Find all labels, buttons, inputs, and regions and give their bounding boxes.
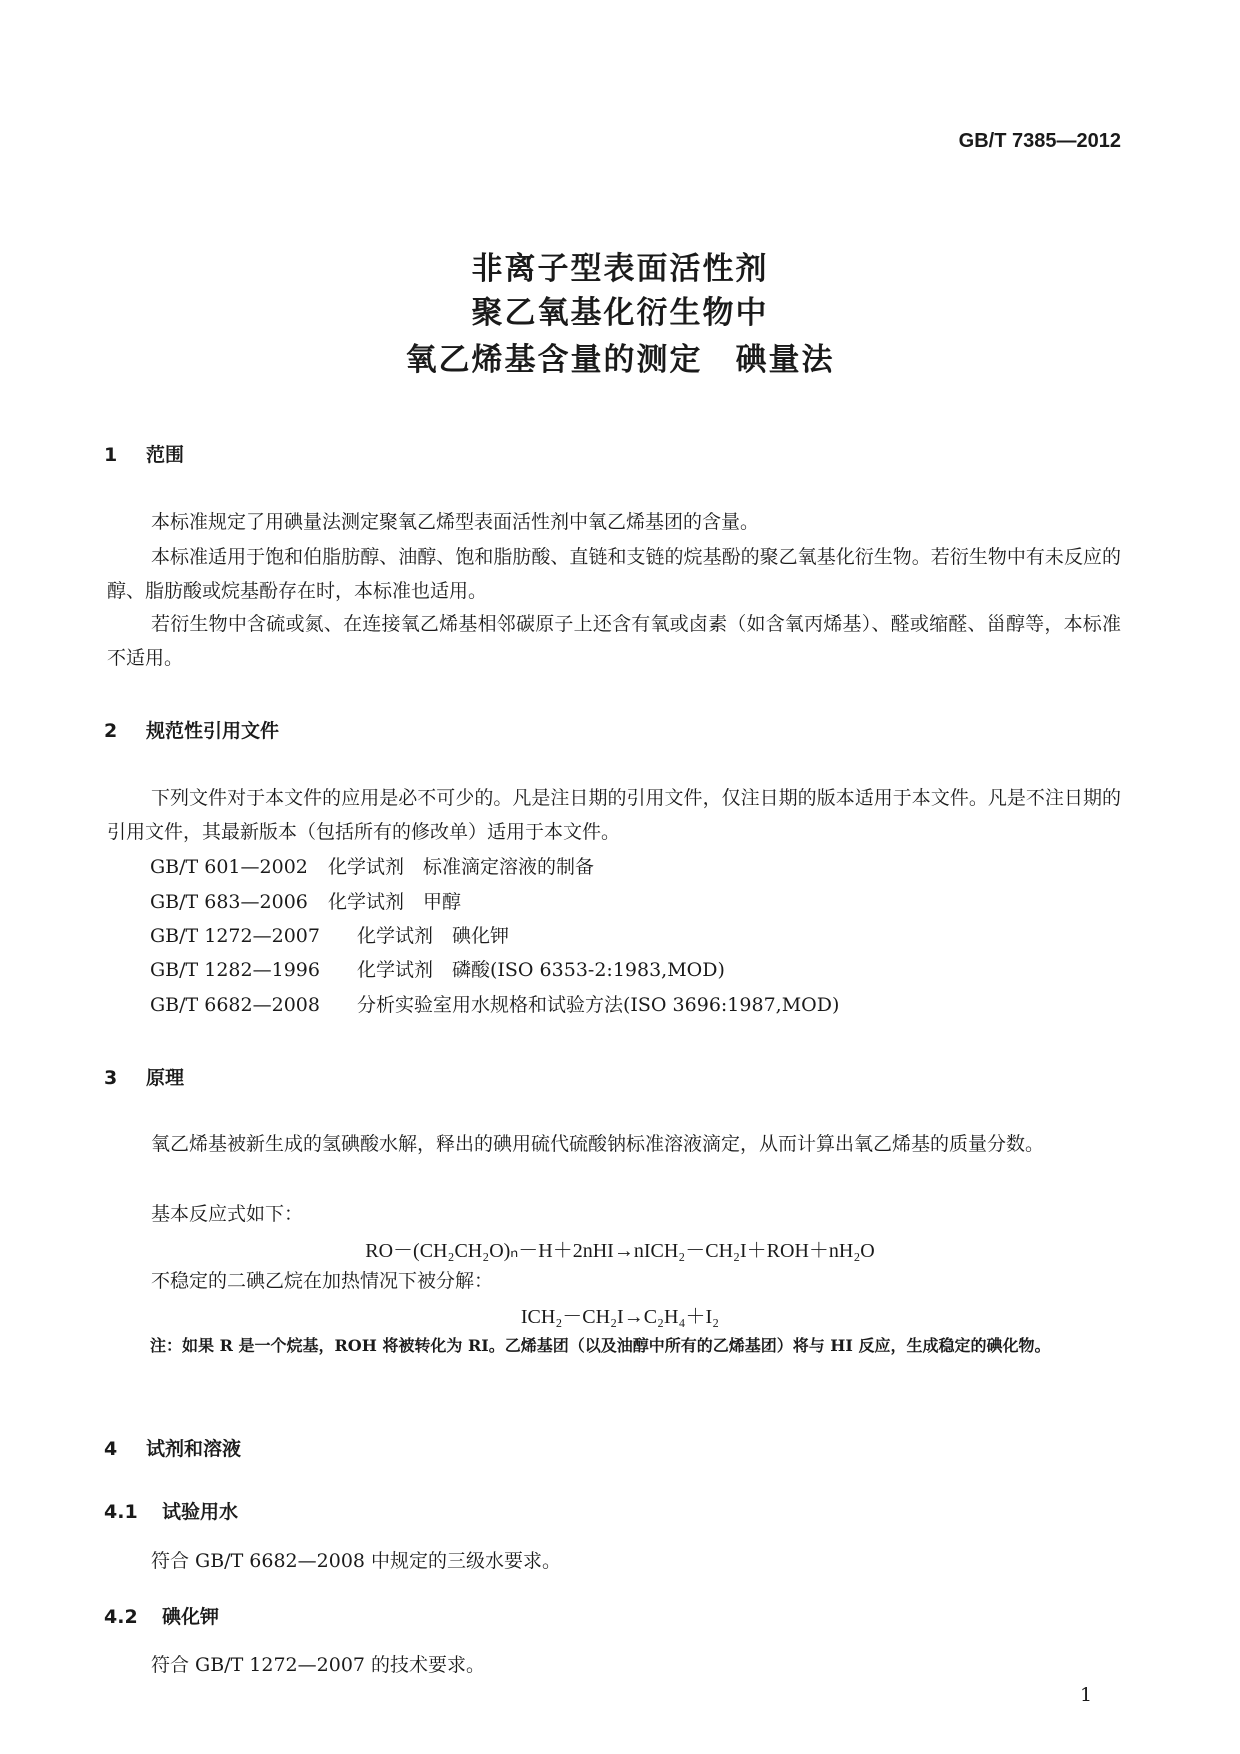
reference-item: [150, 885, 461, 919]
paragraph: 符合 GB/T 1272—2007 的技术要求。: [151, 1654, 486, 1676]
title-line-1: 非离子型表面活性剂: [471, 251, 769, 287]
paragraph: 符合 GB/T 6682—2008 中规定的三级水要求。: [151, 1550, 562, 1572]
standard-number: GB/T 7385—2012: [958, 130, 1121, 152]
reference-code: GB/T 1272—2007: [150, 925, 320, 947]
section-number: 4: [104, 1438, 118, 1460]
reaction-formula: RO－(CH₂CH₂O)ₙ－H＋2nHI→nICH₂－CH₂I＋ROH＋nH₂O: [365, 1240, 875, 1262]
title-line-3: 氧乙烯基含量的测定 碘量法: [405, 342, 835, 378]
subsection-title: 碘化钾: [162, 1606, 220, 1628]
reference-item: [150, 850, 594, 884]
section-number: 1: [104, 444, 118, 466]
reference-item: [150, 919, 509, 953]
reference-code: GB/T 683—2006: [150, 891, 308, 913]
subsection-number: 4.1: [104, 1501, 138, 1523]
note-label: 注：: [150, 1336, 183, 1355]
section-title: 规范性引用文件: [146, 720, 280, 742]
section-4-heading: [104, 1434, 241, 1461]
subsection-4-1-heading: [104, 1497, 238, 1524]
title-line-2: 聚乙氧基化衍生物中: [471, 295, 769, 331]
page-number: 1: [1080, 1684, 1093, 1706]
paragraph: 下列文件对于本文件的应用是必不可少的。凡是注日期的引用文件，仅注日期的版本适用于本文件。凡是不注日期的引用文件，其最新版本（包括所有的修改单）适用于本文件。: [107, 787, 1121, 843]
subsection-title: 试验用水: [162, 1501, 239, 1523]
paragraph: 氧乙烯基被新生成的氢碘酸水解，释出的碘用硫代硫酸钠标准溶液滴定，从而计算出氧乙烯基的质量分数。: [151, 1133, 1045, 1155]
section-title: 试剂和溶液: [146, 1438, 242, 1460]
reference-code: GB/T 1282—1996: [150, 959, 320, 981]
note: [150, 1330, 1125, 1361]
section-3-heading: [104, 1063, 184, 1090]
reference-item: [150, 953, 725, 987]
decomposition-formula: ICH₂－CH₂I→C₂H₄＋I₂: [520, 1306, 720, 1328]
section-number: 3: [104, 1067, 118, 1089]
paragraph: 基本反应式如下：: [151, 1203, 304, 1225]
subsection-number: 4.2: [104, 1606, 138, 1628]
paragraph: 本标准适用于饱和伯脂肪醇、油醇、饱和脂肪酸、直链和支链的烷基酚的聚乙氧基化衍生物。若衍生物中有未反应的醇、脂肪酸或烷基酚存在时，本标准也适用。: [107, 546, 1121, 602]
section-number: 2: [104, 720, 118, 742]
reference-code: GB/T 6682—2008: [150, 994, 320, 1016]
reference-code: GB/T 601—2002: [150, 856, 308, 878]
section-1-heading: [104, 440, 184, 467]
reference-title: 化学试剂 磷酸(ISO 6353-2:1983,MOD): [357, 959, 725, 981]
reference-title: 分析实验室用水规格和试验方法(ISO 3696:1987,MOD): [357, 994, 840, 1016]
paragraph: 若衍生物中含硫或氮、在连接氧乙烯基相邻碳原子上还含有氧或卤素（如含氧丙烯基）、醛或缩醛、甾醇等，本标准不适用。: [107, 613, 1121, 669]
reference-item: [150, 988, 839, 1022]
subsection-4-2-heading: [104, 1602, 219, 1629]
reference-title: 化学试剂 甲醇: [328, 891, 462, 913]
paragraph: 本标准规定了用碘量法测定聚氧乙烯型表面活性剂中氧乙烯基团的含量。: [151, 511, 760, 533]
note-text: 如果 R 是一个烷基，ROH 将被转化为 RI。乙烯基团（以及油醇中所有的乙烯基团）将与 HI 反应，生成稳定的碘化物。: [182, 1336, 1051, 1355]
section-title: 范围: [146, 444, 185, 466]
section-title: 原理: [146, 1067, 185, 1089]
reference-title: 化学试剂 标准滴定溶液的制备: [328, 856, 595, 878]
section-2-heading: [104, 716, 279, 743]
paragraph: 不稳定的二碘乙烷在加热情况下被分解：: [151, 1270, 494, 1292]
reference-title: 化学试剂 碘化钾: [357, 925, 510, 947]
